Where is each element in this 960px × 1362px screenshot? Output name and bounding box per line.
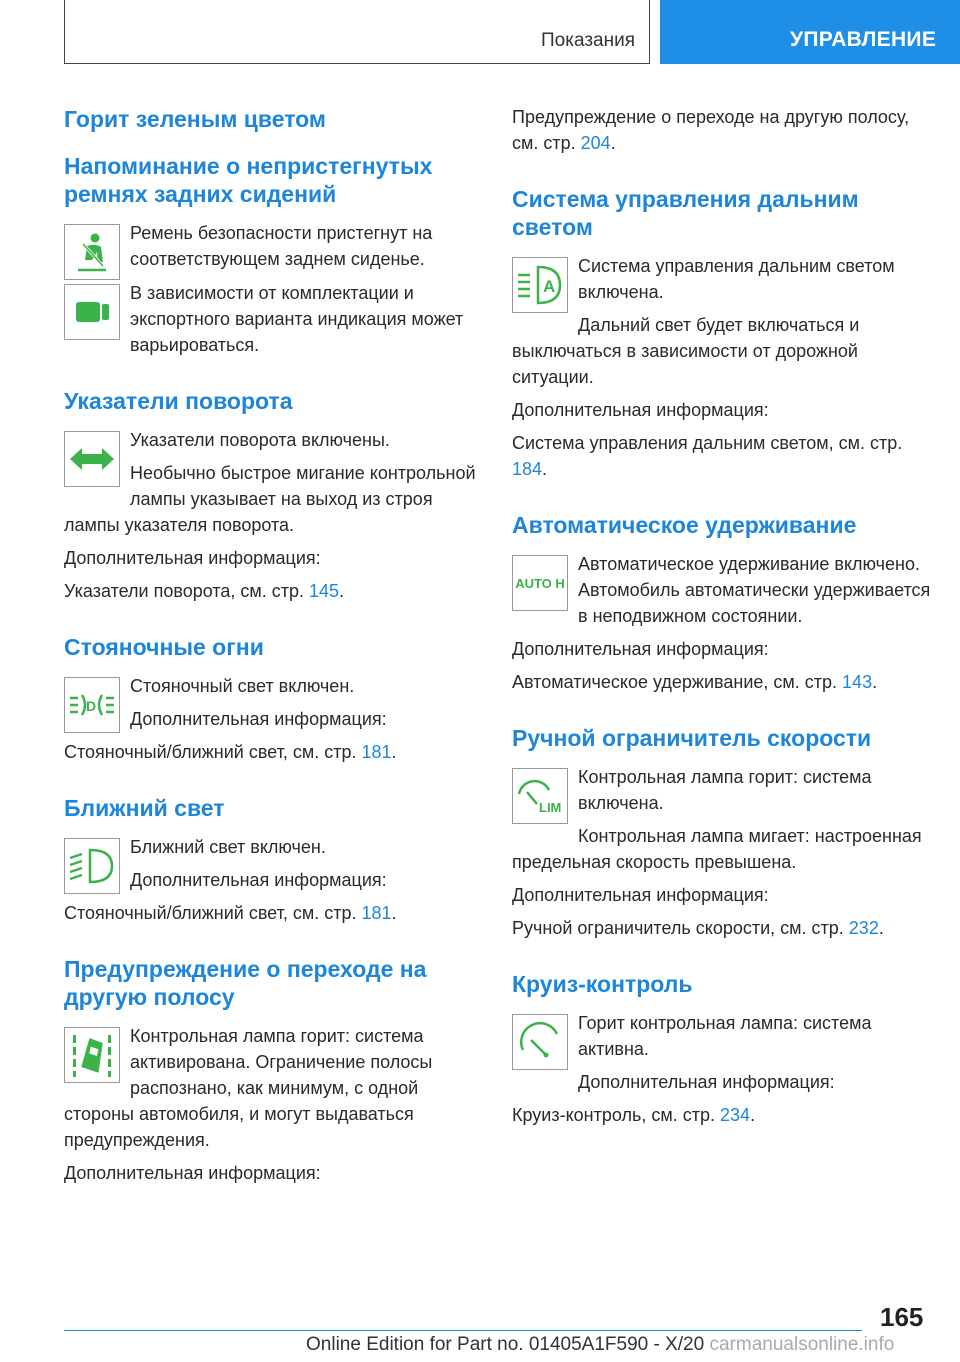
parking-light-icon	[64, 677, 120, 733]
link-page-181-b[interactable]: 181	[361, 903, 392, 923]
header-section-box	[64, 0, 650, 64]
autohold-block	[512, 551, 936, 636]
high-beam-assist-icon	[512, 257, 568, 313]
header-chapter-tab[interactable]	[660, 0, 960, 64]
lane-text-1: Контрольная лампа горит: система активирована. Ограничение полосы распознано, как минимум, с одной стороны автомобиля, и могут выдаваться предупреждения.	[64, 1026, 433, 1150]
heading-lane-departure: Предупреждение о переходе на другую полосу	[64, 956, 427, 1010]
turn-text-3: Дополнительная информация:	[64, 548, 321, 568]
limiter-text-3: Дополнительная информация:	[512, 885, 769, 905]
speed-limiter-icon	[512, 768, 568, 824]
turn-text-1: Указатели поворота включены.	[130, 430, 390, 450]
highbeam-text-4: Система управления дальним светом, см. стр. 184.	[512, 433, 903, 479]
highbeam-text-3: Дополнительная информация:	[512, 400, 769, 420]
header-section-label: Показания	[541, 30, 635, 51]
lane-block	[64, 1023, 484, 1160]
cruise-text-2: Дополнительная информация:	[578, 1072, 835, 1092]
header-chapter-label: УПРАВЛЕНИЕ	[790, 28, 937, 51]
parking-text-1: Стояночный свет включен.	[130, 676, 355, 696]
highbeam-text-2: Дальний свет будет включаться и выключаться в зависимости от дорожной ситуации.	[512, 315, 860, 387]
heading-rear-seatbelt: Напоминание о непристегнутых ремнях задних сидений	[64, 153, 433, 207]
lowbeam-text-3: Стояночный/ближний свет, см. стр. 181.	[64, 903, 397, 923]
seatbelt-row-1	[64, 220, 484, 274]
page-title: Горит зеленым цветом	[64, 106, 326, 132]
heading-auto-hold: Автоматическое удерживание	[512, 512, 857, 538]
lane-text-2: Дополнительная информация:	[64, 1163, 321, 1183]
cruise-text-1: Горит контрольная лампа: система активна.	[578, 1013, 872, 1059]
autohold-text-2: Дополнительная информация:	[512, 639, 769, 659]
cruise-block	[512, 1010, 936, 1102]
parking-block	[64, 673, 484, 772]
link-page-145[interactable]: 145	[309, 581, 340, 601]
page-number: 165	[880, 1302, 924, 1332]
highbeam-block	[512, 253, 936, 397]
low-beam-icon	[64, 838, 120, 894]
rear-seat-indicator-icon	[64, 284, 120, 340]
auto-hold-icon-label: AUTO H	[515, 575, 565, 591]
lowbeam-text-2: Дополнительная информация:	[130, 870, 387, 890]
seatbelt-text-1: Ремень безопасности пристегнут на соответствующем заднем сиденье.	[130, 223, 433, 269]
highbeam-text-1: Система управления дальним светом включена.	[578, 256, 895, 302]
heading-cruise-control: Круиз-контроль	[512, 971, 693, 997]
lane-departure-icon	[64, 1027, 120, 1083]
heading-speed-limiter: Ручной ограничитель скорости	[512, 725, 872, 751]
turn-signals-block	[64, 427, 484, 545]
heading-turn-signals: Указатели поворота	[64, 388, 293, 414]
link-page-181[interactable]: 181	[361, 742, 392, 762]
footer-edition	[306, 1334, 894, 1356]
turn-text-2: Необычно быстрое мигание контрольной лампы указывает на выход из строя лампы указателя поворота.	[64, 463, 476, 535]
heading-parking-lights: Стояночные огни	[64, 634, 264, 660]
limiter-text-1: Контрольная лампа горит: система включена.	[578, 767, 872, 813]
parking-text-2: Дополнительная информация:	[130, 709, 387, 729]
autohold-text-3: Автоматическое удерживание, см. стр. 143.	[512, 672, 878, 692]
link-page-184[interactable]: 184	[512, 459, 543, 479]
link-page-234[interactable]: 234	[720, 1105, 751, 1125]
auto-hold-icon	[512, 555, 568, 611]
link-page-143[interactable]: 143	[842, 672, 873, 692]
turn-signal-icon	[64, 431, 120, 487]
right-column	[512, 104, 936, 1135]
autohold-text-1: Автоматическое удерживание включено. Автомобиль автоматически удерживается в неподвижном состоянии.	[578, 554, 931, 626]
footer-edition-text: Online Edition for Part no. 01405A1F590 - X/20	[306, 1334, 705, 1355]
footer-watermark: carmanualsonline.info	[709, 1334, 895, 1355]
heading-high-beam-assist: Система управления дальним светом	[512, 186, 859, 240]
link-page-204[interactable]: 204	[580, 133, 611, 153]
svg-text:D: D	[86, 698, 97, 714]
lane-ref-text: Предупреждение о переходе на другую полосу, см. стр. 204.	[512, 107, 910, 153]
link-page-232[interactable]: 232	[848, 918, 879, 938]
limiter-text-2: Контрольная лампа мигает: настроенная предельная скорость превышена.	[512, 826, 922, 872]
seatbelt-icon	[64, 224, 120, 280]
cruise-text-3: Круиз-контроль, см. стр. 234.	[512, 1105, 756, 1125]
seatbelt-text-2: В зависимости от комплектации и экспортного варианта индикация может варьироваться.	[130, 283, 464, 355]
svg-text:A: A	[543, 277, 556, 296]
seatbelt-row-2	[64, 280, 484, 358]
speed-limiter-icon-label: LIM	[539, 800, 562, 815]
limiter-text-4: Ручной ограничитель скорости, см. стр. 232.	[512, 918, 884, 938]
parking-text-3: Стояночный/ближний свет, см. стр. 181.	[64, 742, 397, 762]
heading-low-beam: Ближний свет	[64, 795, 225, 821]
turn-text-4: Указатели поворота, см. стр. 145.	[64, 581, 345, 601]
lowbeam-text-1: Ближний свет включен.	[130, 837, 326, 857]
left-column	[64, 104, 484, 1193]
footer-divider	[64, 1330, 862, 1331]
lowbeam-block	[64, 834, 484, 933]
limiter-block	[512, 764, 936, 882]
cruise-control-icon	[512, 1014, 568, 1070]
